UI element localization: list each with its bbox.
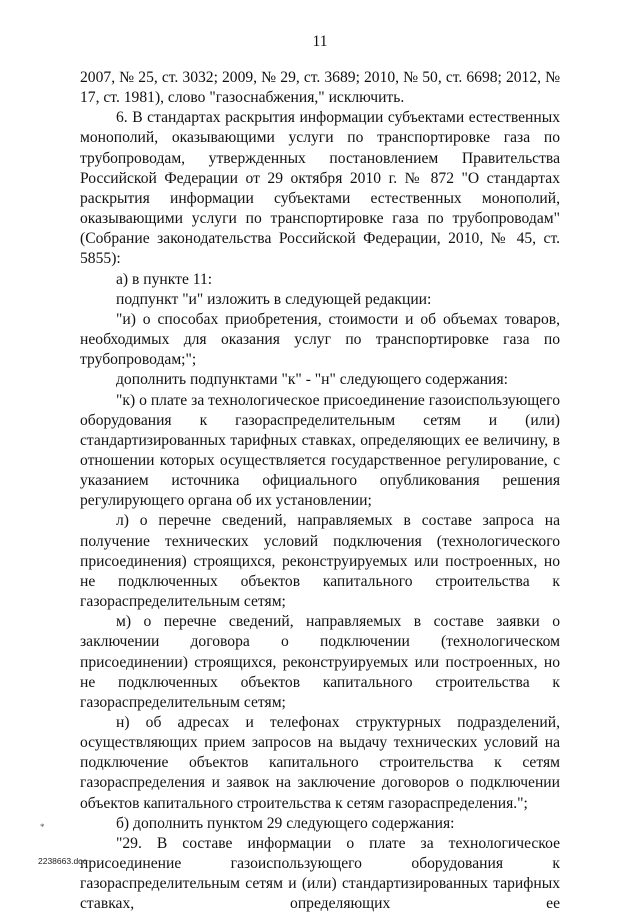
paragraph-subitem-b: б) дополнить пунктом 29 следующего содержания: bbox=[116, 814, 455, 832]
paragraph-subpoint-m: м) о перечне сведений, направляемых в составе заявки о заключении договора о подключении (технологическом присоединении) строящихся, реконструируемых или построенных, но не подключенных объектов капитального строительства к газораспределительным сетям; bbox=[80, 613, 560, 711]
paragraph-subpoint-k: "к) о плате за технологическое присоединение газоиспользующего оборудования к газораспределительным сетям и (или) стандартизированных тарифных ставках, определяющих ее величину, в отношении которых осуществляется государственное регулирование, с указанием источника официального опубликования решения регулирующего органа об их установлении; bbox=[80, 391, 560, 510]
paragraph-item-6: 6. В стандартах раскрытия информации субъектами естественных монополий, оказывающими услуги по транспортировке газа по трубопроводам, утвержденных постановлением Правительства Российской Федерации от 29 октября 2010 г. № 872 "О стандартах раскрытия информации субъектами естественных монополий, оказывающими услуги по транспортировке газа по трубопроводам" (Собрание законодательства Российской Федерации, 2010, № 45, ст. 5855): bbox=[80, 109, 560, 268]
paragraph-subpoint-i-intro: подпункт "и" изложить в следующей редакции: bbox=[116, 290, 432, 308]
paragraph-subitem-a: а) в пункте 11: bbox=[116, 270, 213, 288]
page-number: 11 bbox=[312, 33, 328, 50]
document-body bbox=[80, 68, 560, 915]
paragraph-subpoint-n: н) об адресах и телефонах структурных подразделений, осуществляющих прием запросов на выдачу технических условий на подключение объектов капитального строительства к сетям газораспределения и заявок на заключение договоров о подключении объектов капитального строительства к сетям газораспределения."; bbox=[80, 714, 560, 812]
footer-file-name: 2238663.doc bbox=[38, 856, 88, 866]
paragraph-add-subpoints-intro: дополнить подпунктами "к" - "н" следующего содержания: bbox=[116, 371, 508, 389]
margin-mark: * bbox=[40, 822, 45, 832]
paragraph-subpoint-i: "и) о способах приобретения, стоимости и об объемах товаров, необходимых для оказания услуг по транспортировке газа по трубопроводам;"; bbox=[80, 310, 560, 369]
paragraph-point-29: "29. В составе информации о плате за технологическое присоединение газоиспользующего оборудования к газораспределительным сетям и (или) стандартизированных тарифных ставках, определяющих ее bbox=[80, 834, 560, 913]
paragraph-subpoint-l: л) о перечне сведений, направляемых в составе запроса на получение технических условий подключения (технологического присоединения) строящихся, реконструируемых или построенных, но не подключенных объектов капитального строительства к газораспределительным сетям; bbox=[80, 512, 560, 611]
paragraph-continuation: 2007, № 25, ст. 3032; 2009, № 29, ст. 3689; 2010, № 50, ст. 6698; 2012, № 17, ст. 1981), слово "газоснабжения," исключить. bbox=[80, 69, 560, 107]
